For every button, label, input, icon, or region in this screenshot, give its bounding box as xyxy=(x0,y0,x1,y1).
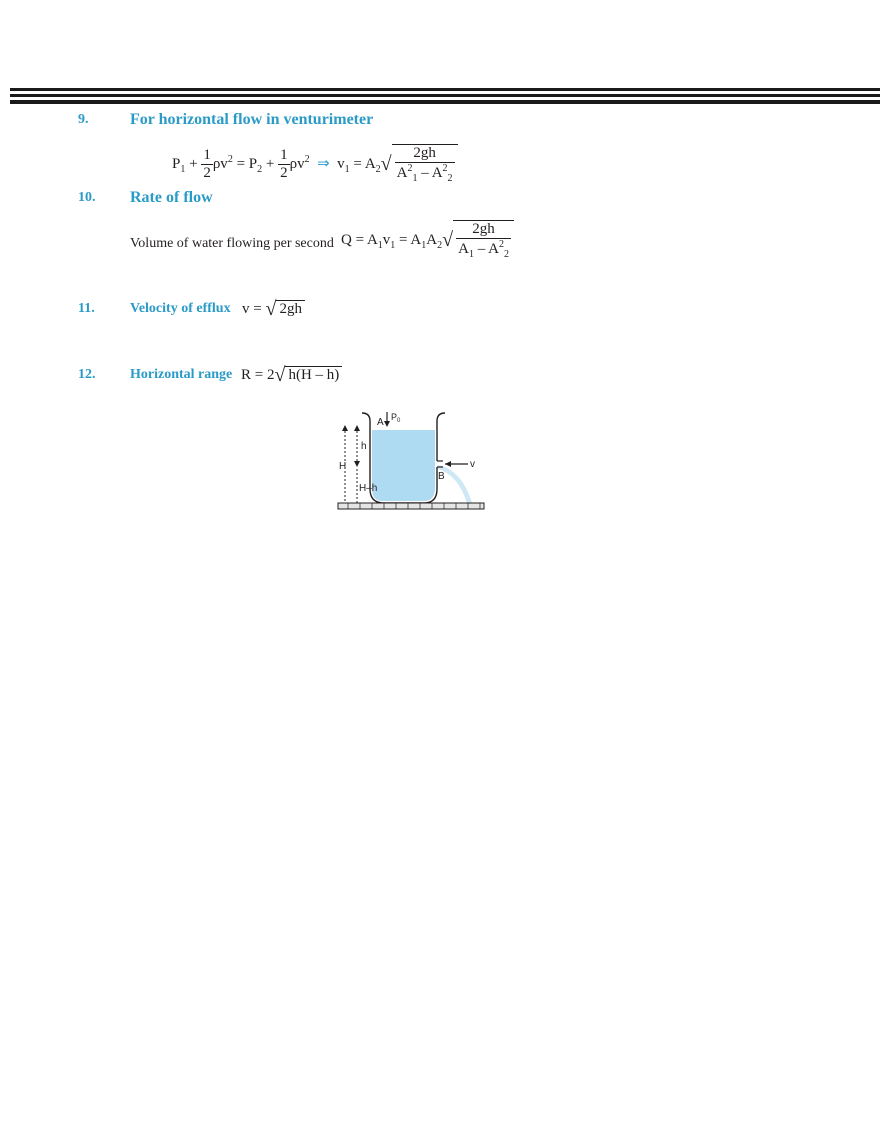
range-equation: R = 2√ h(H – h) xyxy=(241,364,342,387)
label-P0: $P_0$ xyxy=(391,412,401,424)
item-number: 10. xyxy=(78,190,96,205)
header-rule-thick xyxy=(10,88,880,91)
label-h: h xyxy=(361,441,367,452)
fraction-half: $\frac{1}{2}$ xyxy=(203,146,211,181)
section-heading: Rate of flow xyxy=(130,189,213,206)
header-rule-medium xyxy=(10,94,880,97)
fraction-half: $\frac{1}{2}$ xyxy=(280,146,288,181)
header-rule-thin xyxy=(10,100,880,104)
sqrt-sign: √ xyxy=(265,298,277,320)
section-heading: Horizontal range xyxy=(130,367,233,382)
venturi-equation: $P_1$ + $\frac{1}{2}$ $\rho v^2 = P_2$ + $\frac{1}{2}$ $\rho v^2$ ⇒ $v_1 = A_2√$ $\frac{2gh}{A^2_1 - A^2_2}$ xyxy=(172,144,458,185)
sqrt-sign: √ xyxy=(274,364,286,386)
tank-diagram xyxy=(332,405,492,515)
label-A: A xyxy=(377,417,384,428)
dimension-h-arrow-top xyxy=(354,425,360,431)
pressure-arrowhead xyxy=(384,421,390,427)
label-H: H xyxy=(339,461,347,472)
item-number: 11. xyxy=(78,301,95,316)
label-B: B xyxy=(438,471,445,482)
item-number: 12. xyxy=(78,367,96,382)
flow-equation: $Q = A_1v_1 = A_1A_2√$ $\frac{2gh}{A_1 - A^2_2}$ xyxy=(341,220,514,261)
implies-arrow: ⇒ xyxy=(317,155,330,172)
radicand: $\frac{2gh}{A^2_1 - A^2_2}$ xyxy=(392,144,458,185)
section-heading: For horizontal flow in venturimeter xyxy=(130,111,374,128)
tank-wall-right xyxy=(437,413,445,461)
radicand: $\frac{2gh}{A_1 - A^2_2}$ xyxy=(453,220,514,261)
dimension-h-arrow-bottom xyxy=(354,461,360,467)
dimension-H-arrow-top xyxy=(342,425,348,431)
label-v: v xyxy=(470,459,475,470)
label-H-minus-h: H–h xyxy=(359,483,378,494)
sqrt-sign: √ xyxy=(442,228,454,251)
sqrt-sign: √ xyxy=(380,152,392,175)
section-heading: Velocity of efflux xyxy=(130,301,231,316)
flow-label: Volume of water flowing per second xyxy=(130,236,334,251)
item-number: 9. xyxy=(78,112,89,127)
efflux-equation: v = √ 2gh xyxy=(242,298,305,321)
velocity-arrowhead xyxy=(445,461,451,467)
water-body xyxy=(372,430,435,501)
